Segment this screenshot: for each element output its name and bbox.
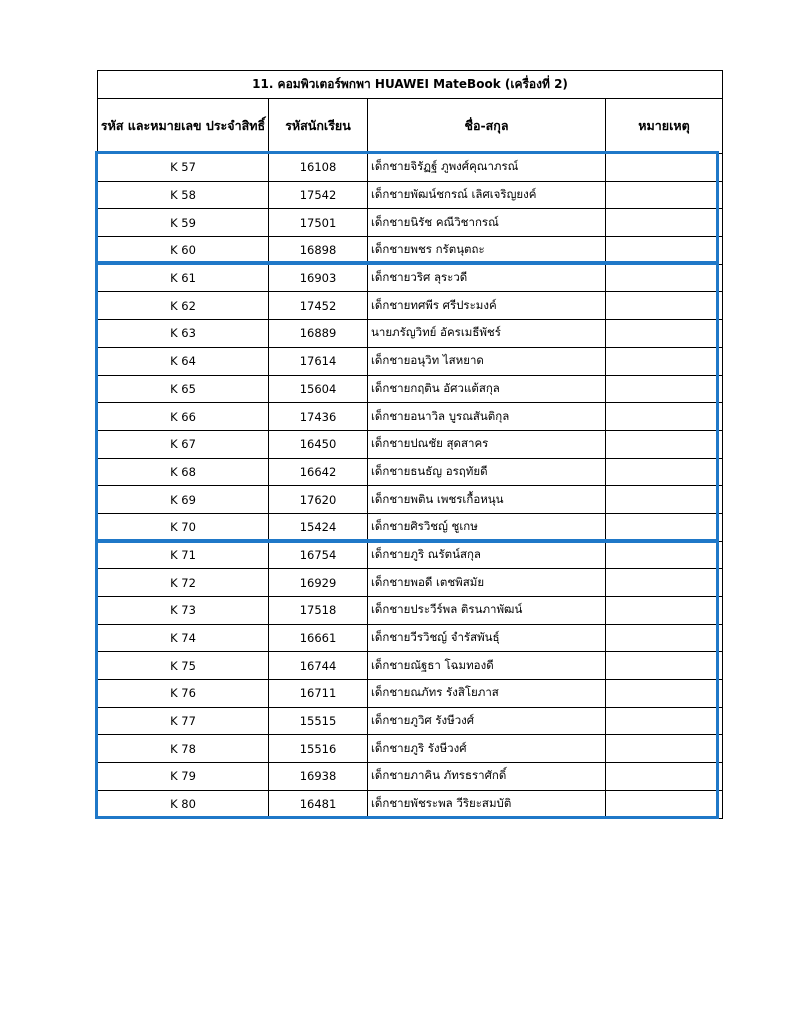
cell-student-id: 16450 [269,430,368,458]
cell-name: เด็กชายวีรวิชญ์ จำรัสพันธุ์ [368,624,606,652]
cell-note [606,652,723,680]
table-row [98,569,723,597]
cell-note [606,597,723,625]
cell-name: เด็กชายภาคิน ภัทรธราศักดิ์ [368,763,606,791]
cell-name: เด็กชายภูริ รังษีวงศ์ [368,735,606,763]
cell-code: K 80 [98,790,269,818]
cell-code: K 74 [98,624,269,652]
cell-note [606,763,723,791]
cell-name: เด็กชายนิรัช คณีวิชากรณ์ [368,209,606,237]
cell-code: K 61 [98,264,269,292]
cell-student-id: 17542 [269,181,368,209]
table-row [98,541,723,569]
cell-student-id: 16744 [269,652,368,680]
cell-student-id: 16903 [269,264,368,292]
cell-code: K 59 [98,209,269,237]
table-row [98,292,723,320]
cell-note [606,181,723,209]
cell-student-id: 16929 [269,569,368,597]
cell-student-id: 16661 [269,624,368,652]
cell-note [606,154,723,182]
header-note: หมายเหตุ [606,99,723,154]
cell-note [606,790,723,818]
cell-student-id: 16481 [269,790,368,818]
cell-student-id: 16754 [269,541,368,569]
cell-name: เด็กชายศิรวิชญ์ ชูเกษ [368,513,606,541]
cell-code: K 70 [98,513,269,541]
cell-student-id: 15516 [269,735,368,763]
cell-student-id: 17452 [269,292,368,320]
table-row [98,264,723,292]
table-row [98,209,723,237]
cell-note [606,403,723,431]
cell-name: เด็กชายวริศ ลุระวดี [368,264,606,292]
cell-name: เด็กชายพติน เพชรเกื้อหนุน [368,486,606,514]
table-row [98,652,723,680]
cell-note [606,624,723,652]
cell-code: K 64 [98,347,269,375]
header-student-id: รหัสนักเรียน [269,99,368,154]
cell-name: เด็กชายกฤติน อัศวแต้สกุล [368,375,606,403]
cell-name: เด็กชายธนธัญ อรฤทัยดี [368,458,606,486]
cell-note [606,513,723,541]
table-row [98,735,723,763]
cell-name: เด็กชายพอดี เตชพิสมัย [368,569,606,597]
cell-code: K 68 [98,458,269,486]
cell-name: เด็กชายประวีร์พล ติรนภาพัฒน์ [368,597,606,625]
table-title: 11. คอมพิวเตอร์พกพา HUAWEI MateBook (เครื่องที่ 2) [98,71,723,99]
table-row [98,154,723,182]
cell-code: K 60 [98,237,269,265]
header-name: ชื่อ-สกุล [368,99,606,154]
cell-student-id: 15515 [269,707,368,735]
cell-note [606,680,723,708]
cell-note [606,264,723,292]
cell-code: K 79 [98,763,269,791]
cell-name: นายภรัญวิทย์ อัครเมธีพัชร์ [368,320,606,348]
table-row [98,237,723,265]
table-row [98,403,723,431]
table-row [98,181,723,209]
cell-note [606,541,723,569]
assignment-table [97,70,723,819]
table-row [98,680,723,708]
header-row [98,99,723,154]
table-row [98,458,723,486]
cell-name: เด็กชายภูวิศ รังษีวงศ์ [368,707,606,735]
cell-student-id: 17620 [269,486,368,514]
cell-name: เด็กชายพชร กรัตนุตถะ [368,237,606,265]
cell-name: เด็กชายณภัทร รังสิโยภาส [368,680,606,708]
cell-student-id: 17518 [269,597,368,625]
cell-note [606,430,723,458]
cell-student-id: 16642 [269,458,368,486]
assignment-table-wrapper [97,70,722,819]
cell-student-id: 15604 [269,375,368,403]
cell-code: K 76 [98,680,269,708]
cell-name: เด็กชายพัฒน์ชกรณ์ เลิศเจริญยงค์ [368,181,606,209]
table-row [98,624,723,652]
cell-code: K 65 [98,375,269,403]
table-row [98,320,723,348]
table-row [98,763,723,791]
cell-note [606,237,723,265]
cell-code: K 71 [98,541,269,569]
cell-student-id: 17436 [269,403,368,431]
cell-name: เด็กชายจิรัฏฐ์ ภูพงศ์คุณาภรณ์ [368,154,606,182]
table-body [98,154,723,819]
cell-name: เด็กชายอนาวิล บูรณสันติกุล [368,403,606,431]
cell-code: K 63 [98,320,269,348]
cell-code: K 69 [98,486,269,514]
table-row [98,486,723,514]
cell-code: K 77 [98,707,269,735]
cell-note [606,569,723,597]
cell-student-id: 16711 [269,680,368,708]
cell-student-id: 16938 [269,763,368,791]
cell-student-id: 16898 [269,237,368,265]
cell-code: K 72 [98,569,269,597]
cell-note [606,209,723,237]
cell-name: เด็กชายทศพีร ศรีประมงค์ [368,292,606,320]
cell-name: เด็กชายปณชัย สุดสาคร [368,430,606,458]
cell-code: K 75 [98,652,269,680]
cell-note [606,375,723,403]
table-row [98,790,723,818]
table-row [98,347,723,375]
cell-note [606,707,723,735]
table-row [98,707,723,735]
cell-name: เด็กชายภูริ ณรัตน์สกุล [368,541,606,569]
cell-code: K 62 [98,292,269,320]
table-row [98,430,723,458]
cell-code: K 67 [98,430,269,458]
cell-student-id: 16889 [269,320,368,348]
cell-name: เด็กชายอนุวิท ไสหยาด [368,347,606,375]
cell-note [606,735,723,763]
cell-code: K 78 [98,735,269,763]
cell-student-id: 17614 [269,347,368,375]
cell-student-id: 16108 [269,154,368,182]
cell-code: K 57 [98,154,269,182]
cell-student-id: 17501 [269,209,368,237]
cell-code: K 58 [98,181,269,209]
cell-code: K 73 [98,597,269,625]
table-row [98,375,723,403]
cell-note [606,320,723,348]
cell-name: เด็กชายพัชระพล วีริยะสมบัติ [368,790,606,818]
cell-code: K 66 [98,403,269,431]
cell-note [606,458,723,486]
cell-note [606,292,723,320]
cell-student-id: 15424 [269,513,368,541]
cell-note [606,486,723,514]
table-row [98,513,723,541]
header-code: รหัส และหมายเลข ประจำสิทธิ์ [98,99,269,154]
cell-note [606,347,723,375]
cell-name: เด็กชายณัฐธา โฉมทองดี [368,652,606,680]
table-row [98,597,723,625]
